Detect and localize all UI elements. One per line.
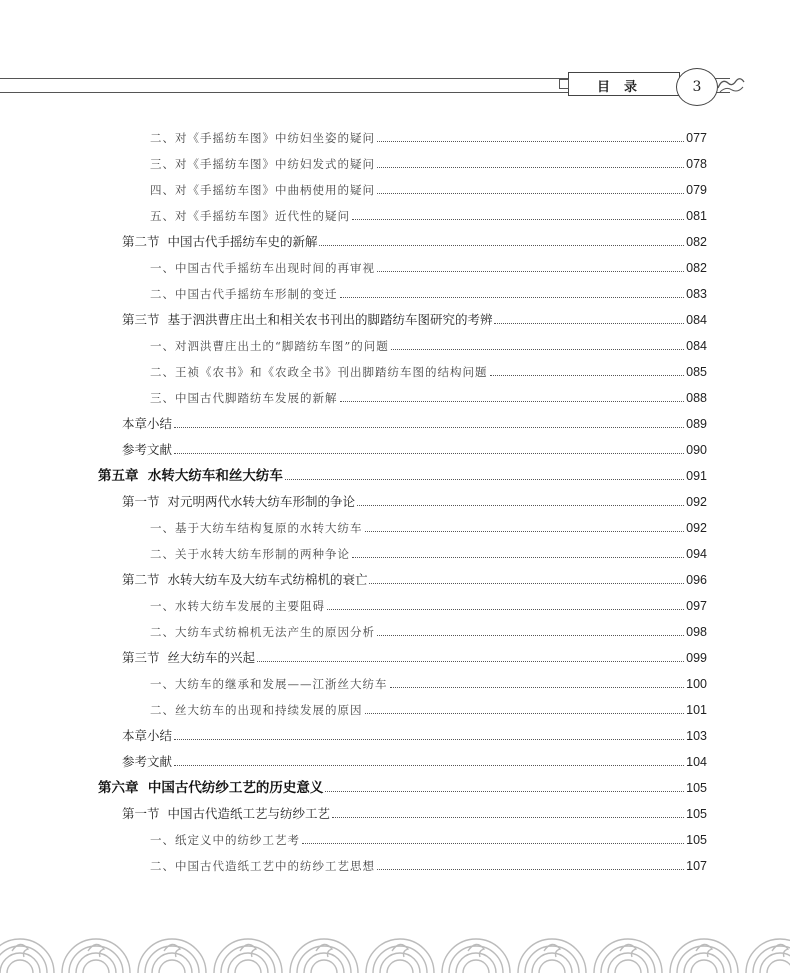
toc-chapter-row[interactable] — [98, 464, 707, 484]
toc-entry-page: 085 — [686, 365, 707, 379]
wave-ornament-icon — [716, 74, 746, 94]
toc-entry-page: 101 — [686, 703, 707, 717]
footer-wave-ornament — [0, 893, 790, 973]
toc-entry-title: 二、关于水转大纺车形制的两种争论 — [150, 547, 350, 561]
toc-item-row[interactable] — [150, 334, 707, 354]
toc-entry-page: 097 — [686, 599, 707, 613]
toc-item-row[interactable] — [150, 282, 707, 302]
toc-entry-title: 第二节 水转大纺车及大纺车式纺棉机的衰亡 — [122, 572, 368, 587]
toc-entry-page: 081 — [686, 209, 707, 223]
dot-leader — [352, 557, 684, 558]
toc-entry-page: 079 — [686, 183, 707, 197]
toc-entry-page: 083 — [686, 287, 707, 301]
toc-item-row[interactable] — [150, 152, 707, 172]
header-title: 目录 — [596, 80, 651, 95]
toc-entry-page: 105 — [686, 833, 707, 847]
dot-leader — [365, 713, 685, 714]
toc-entry-title: 五、对《手摇纺车图》近代性的疑问 — [150, 209, 350, 223]
toc-entry-page: 088 — [686, 391, 707, 405]
dot-leader — [340, 297, 685, 298]
toc-item-row[interactable] — [150, 126, 707, 146]
toc-entry-page: 103 — [686, 729, 707, 743]
dot-leader — [174, 453, 684, 454]
toc-entry-title: 二、大纺车式纺棉机无法产生的原因分析 — [150, 625, 375, 639]
toc-entry-title: 第一节 对元明两代水转大纺车形制的争论 — [122, 494, 355, 509]
toc-entry-title: 三、中国古代脚踏纺车发展的新解 — [150, 391, 338, 405]
dot-leader — [357, 505, 684, 506]
toc-entry-title: 本章小结 — [122, 416, 173, 431]
dot-leader — [257, 661, 684, 662]
toc-entry-title: 本章小结 — [122, 728, 173, 743]
toc-section-row[interactable] — [122, 724, 707, 744]
toc-entry-page: 082 — [686, 261, 707, 275]
dot-leader — [390, 687, 685, 688]
toc-entry-title: 二、中国古代造纸工艺中的纺纱工艺思想 — [150, 859, 375, 873]
dot-leader — [377, 635, 684, 636]
toc-entry-title: 二、王祯《农书》和《农政全书》刊出脚踏纺车图的结构问题 — [150, 365, 488, 379]
dot-leader — [319, 245, 684, 246]
toc-entry-page: 100 — [686, 677, 707, 691]
toc-section-row[interactable] — [122, 438, 707, 458]
toc-item-row[interactable] — [150, 204, 707, 224]
toc-entry-page: 092 — [686, 521, 707, 535]
toc-section-row[interactable] — [122, 802, 707, 822]
dot-leader — [352, 219, 684, 220]
toc-section-row[interactable] — [122, 308, 707, 328]
toc-entry-title: 第二节 中国古代手摇纺车史的新解 — [122, 234, 318, 249]
dot-leader — [174, 765, 684, 766]
toc-entry-page: 092 — [686, 495, 707, 509]
toc-item-row[interactable] — [150, 516, 707, 536]
header-title-box — [568, 72, 680, 96]
toc-entry-page: 084 — [686, 339, 707, 353]
dot-leader — [332, 817, 684, 818]
toc-entry-title: 一、中国古代手摇纺车出现时间的再审视 — [150, 261, 375, 275]
toc-entry-title: 参考文献 — [122, 754, 173, 769]
toc-entry-title: 一、水转大纺车发展的主要阻碍 — [150, 599, 325, 613]
toc-section-row[interactable] — [122, 750, 707, 770]
dot-leader — [377, 167, 684, 168]
dot-leader — [365, 531, 685, 532]
toc-section-row[interactable] — [122, 230, 707, 250]
dot-leader — [377, 271, 684, 272]
toc-section-row[interactable] — [122, 646, 707, 666]
toc-entry-title: 第三节 基于泗洪曹庄出土和相关农书刊出的脚踏纺车图研究的考辨 — [122, 312, 493, 327]
toc-entry-title: 第六章 中国古代纺纱工艺的历史意义 — [98, 780, 324, 796]
dot-leader — [391, 349, 684, 350]
dot-leader — [377, 869, 684, 870]
toc-entry-page: 077 — [686, 131, 707, 145]
toc-entry-page: 096 — [686, 573, 707, 587]
toc-entry-title: 第三节 丝大纺车的兴起 — [122, 650, 255, 665]
dot-leader — [285, 479, 684, 480]
toc-entry-title: 第一节 中国古代造纸工艺与纺纱工艺 — [122, 806, 330, 821]
toc-entry-page: 078 — [686, 157, 707, 171]
toc-section-row[interactable] — [122, 568, 707, 588]
toc-entry-page: 105 — [686, 781, 707, 795]
toc-item-row[interactable] — [150, 698, 707, 718]
dot-leader — [377, 193, 684, 194]
running-header — [0, 72, 730, 98]
toc-entry-title: 二、对《手摇纺车图》中纺妇坐姿的疑问 — [150, 131, 375, 145]
dot-leader — [377, 141, 684, 142]
toc-entry-page: 084 — [686, 313, 707, 327]
toc-entry-title: 一、对泗洪曹庄出土的“脚踏纺车图”的问题 — [150, 339, 389, 353]
toc-entry-page: 082 — [686, 235, 707, 249]
dot-leader — [302, 843, 684, 844]
toc-section-row[interactable] — [122, 412, 707, 432]
toc-entry-page: 089 — [686, 417, 707, 431]
toc-item-row[interactable] — [150, 386, 707, 406]
toc-item-row[interactable] — [150, 360, 707, 380]
toc-entry-page: 099 — [686, 651, 707, 665]
toc-item-row[interactable] — [150, 542, 707, 562]
toc-entry-title: 一、纸定义中的纺纱工艺考 — [150, 833, 300, 847]
toc-entry-title: 二、丝大纺车的出现和持续发展的原因 — [150, 703, 363, 717]
dot-leader — [369, 583, 684, 584]
toc-item-row[interactable] — [150, 672, 707, 692]
dot-leader — [494, 323, 684, 324]
toc-item-row[interactable] — [150, 178, 707, 198]
toc-chapter-row[interactable] — [98, 776, 707, 796]
toc-section-row[interactable] — [122, 490, 707, 510]
toc-entry-title: 三、对《手摇纺车图》中纺妇发式的疑问 — [150, 157, 375, 171]
toc-entry-title: 一、大纺车的继承和发展——江浙丝大纺车 — [150, 677, 388, 691]
toc-item-row[interactable] — [150, 594, 707, 614]
toc-entry-title: 二、中国古代手摇纺车形制的变迁 — [150, 287, 338, 301]
header-ornament-left — [559, 79, 569, 89]
dot-leader — [340, 401, 685, 402]
toc-item-row[interactable] — [150, 620, 707, 640]
toc-entry-title: 第五章 水转大纺车和丝大纺车 — [98, 468, 283, 484]
toc-entry-page: 094 — [686, 547, 707, 561]
toc-entry-page: 107 — [686, 859, 707, 873]
dot-leader — [174, 739, 684, 740]
toc-entry-title: 四、对《手摇纺车图》中曲柄使用的疑问 — [150, 183, 375, 197]
toc-item-row[interactable] — [150, 828, 707, 848]
page-number: 3 — [676, 68, 718, 106]
dot-leader — [174, 427, 684, 428]
toc-entry-title: 参考文献 — [122, 442, 173, 457]
toc-entry-page: 090 — [686, 443, 707, 457]
toc-entry-page: 091 — [686, 469, 707, 483]
toc-item-row[interactable] — [150, 256, 707, 276]
toc-entry-page: 098 — [686, 625, 707, 639]
toc-entry-title: 一、基于大纺车结构复原的水转大纺车 — [150, 521, 363, 535]
toc-entry-page: 104 — [686, 755, 707, 769]
dot-leader — [327, 609, 684, 610]
toc-item-row[interactable] — [150, 854, 707, 874]
dot-leader — [325, 791, 684, 792]
toc-entry-page: 105 — [686, 807, 707, 821]
dot-leader — [490, 375, 685, 376]
